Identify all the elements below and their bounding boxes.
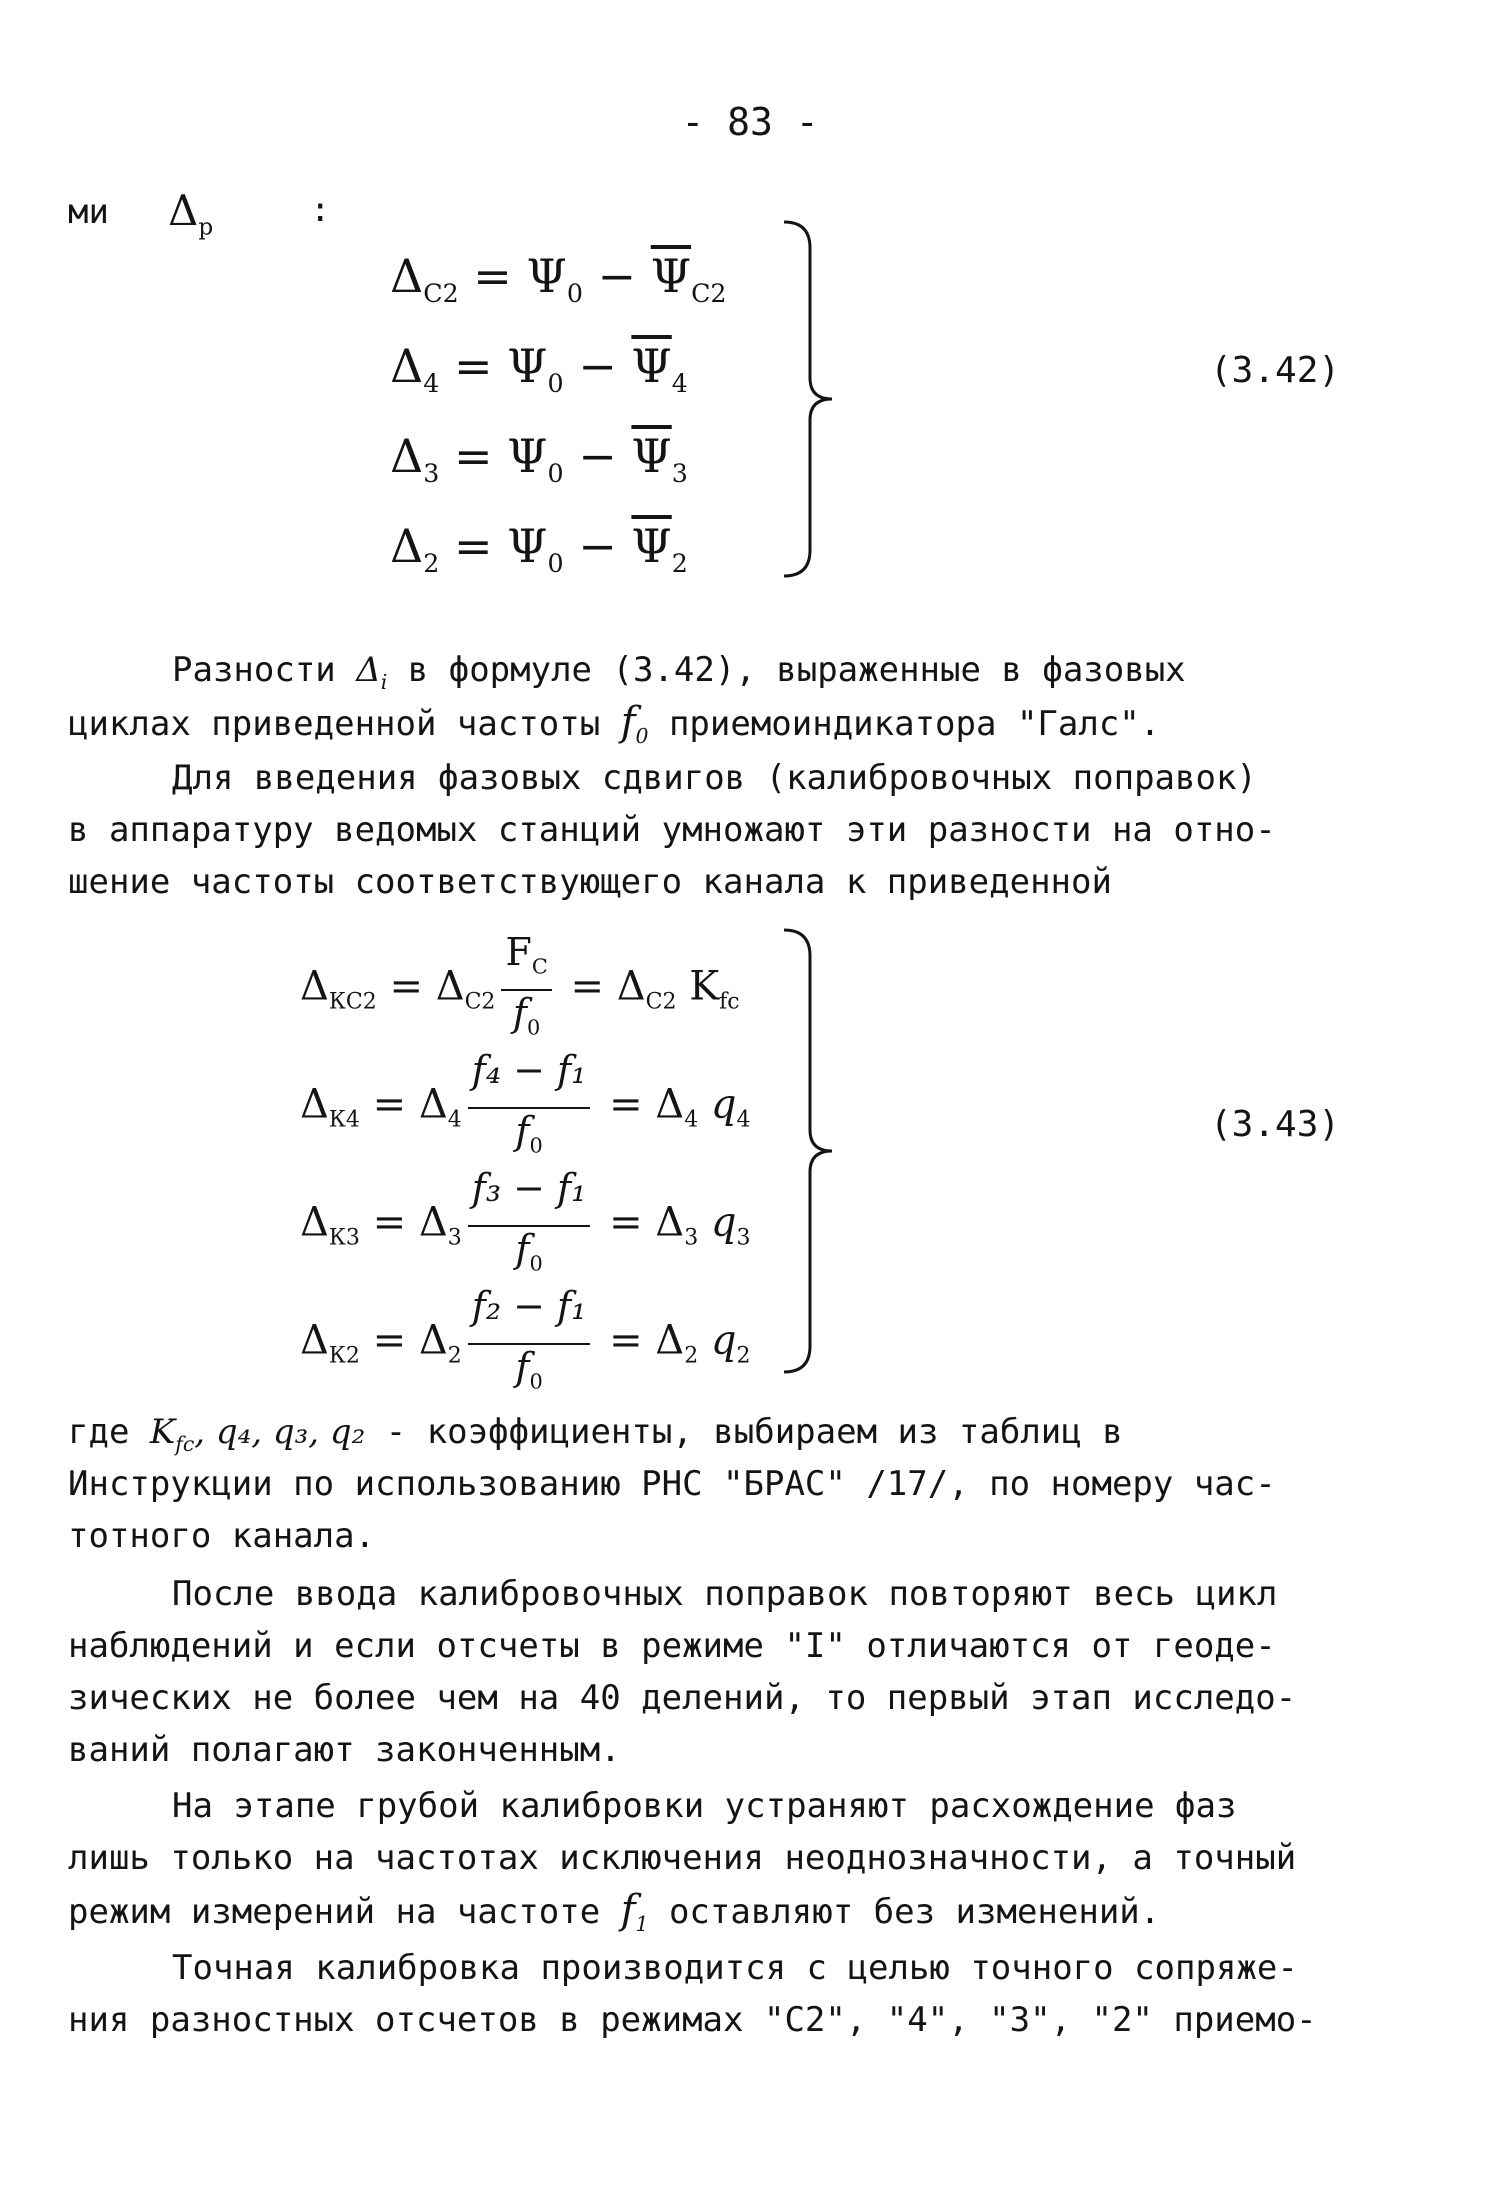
- text-line: ваний полагают законченным.: [68, 1730, 621, 1770]
- equation-row: $\Delta_2 = \Psi_0 - \overline{\Psi}_2$: [390, 519, 688, 579]
- text-line: Для введения фазовых сдвигов (калибровочных поправок): [172, 758, 1257, 798]
- right-brace: [780, 218, 840, 580]
- text-line: После ввода калибровочных поправок повторяют весь цикл: [172, 1574, 1278, 1614]
- fraction: $\frac{F_С}{f_0}$: [501, 930, 551, 1049]
- equation-row: $\Delta_{К2} = \Delta_2$ $\frac{\text{f₂ − f₁}}{f_0}$ = $\Delta_2$ $q_2$: [300, 1284, 751, 1403]
- text-line: Точная калибровка производится с целью точного сопряже-: [172, 1948, 1298, 1988]
- fraction: $\frac{\text{f₃ − f₁}}{f_0}$: [468, 1166, 591, 1285]
- intro-symbol: $\Delta_р$: [168, 186, 214, 241]
- equation-row: $\Delta_{К3} = \Delta_3$ $\frac{\text{f₃ − f₁}}{f_0}$ = $\Delta_3$ $q_3$: [300, 1166, 751, 1285]
- text-line: На этапе грубой калибровки устраняют расхождение фаз: [172, 1786, 1237, 1826]
- text-line: наблюдений и если отсчеты в режиме "I" отличаются от геоде-: [68, 1626, 1276, 1666]
- equation-number: (3.43): [1210, 1104, 1341, 1145]
- text-line: ния разностных отсчетов в режимах "С2", "4", "3", "2" приемо-: [68, 2000, 1317, 2040]
- text-line: тотного канала.: [68, 1516, 376, 1556]
- text-line: Разности $\Delta_i$ в формуле (3.42), выраженные в фазовых: [172, 650, 1186, 694]
- intro-colon: :: [310, 190, 331, 230]
- fraction: $\frac{\text{f₂ − f₁}}{f_0}$: [468, 1284, 591, 1403]
- equation-row: $\Delta_3 = \Psi_0 - \overline{\Psi}_3$: [390, 429, 688, 489]
- text-line: режим измерений на частоте $f_1$ оставляют без изменений.: [68, 1887, 1161, 1936]
- equation-row: $\Delta_{С2} = \Psi_0 - \overline{\Psi}_{С2}$: [390, 249, 727, 309]
- text-line: лишь только на частотах исключения неоднозначности, а точный: [68, 1838, 1297, 1878]
- equation-row: $\Delta_4 = \Psi_0 - \overline{\Psi}_4$: [390, 339, 688, 399]
- text-line: в аппаратуру ведомых станций умножают эти разности на отно-: [68, 810, 1276, 850]
- fraction: $\frac{\text{f₄ − f₁}}{f_0}$: [468, 1048, 591, 1167]
- equation-number: (3.42): [1210, 350, 1341, 391]
- text-line: где $K_{fc}$, q₄, q₃, q₂ - коэффициенты, выбираем из таблиц в: [68, 1412, 1123, 1456]
- intro-word: ми: [68, 192, 109, 232]
- text-line: зических не более чем на 40 делений, то первый этап исследо-: [68, 1678, 1297, 1718]
- equation-row: $\Delta_{КС2} = \Delta_{С2}$ $\frac{F_С}{f_0}$ = $\Delta_{С2}$ $K_{fc}$: [300, 930, 740, 1049]
- right-brace: [780, 926, 840, 1376]
- equation-row: $\Delta_{К4} = \Delta_4$ $\frac{\text{f₄ − f₁}}{f_0}$ = $\Delta_4$ $q_4$: [300, 1048, 751, 1167]
- text-line: циклах приведенной частоты $f_0$ приемоиндикатора "Галс".: [68, 699, 1161, 748]
- text-line: шение частоты соответствующего канала к приведенной: [68, 862, 1112, 902]
- text-line: Инструкции по использованию РНС "БРАС" /17/, по номеру час-: [68, 1464, 1276, 1504]
- page-number: - 83 -: [681, 100, 819, 144]
